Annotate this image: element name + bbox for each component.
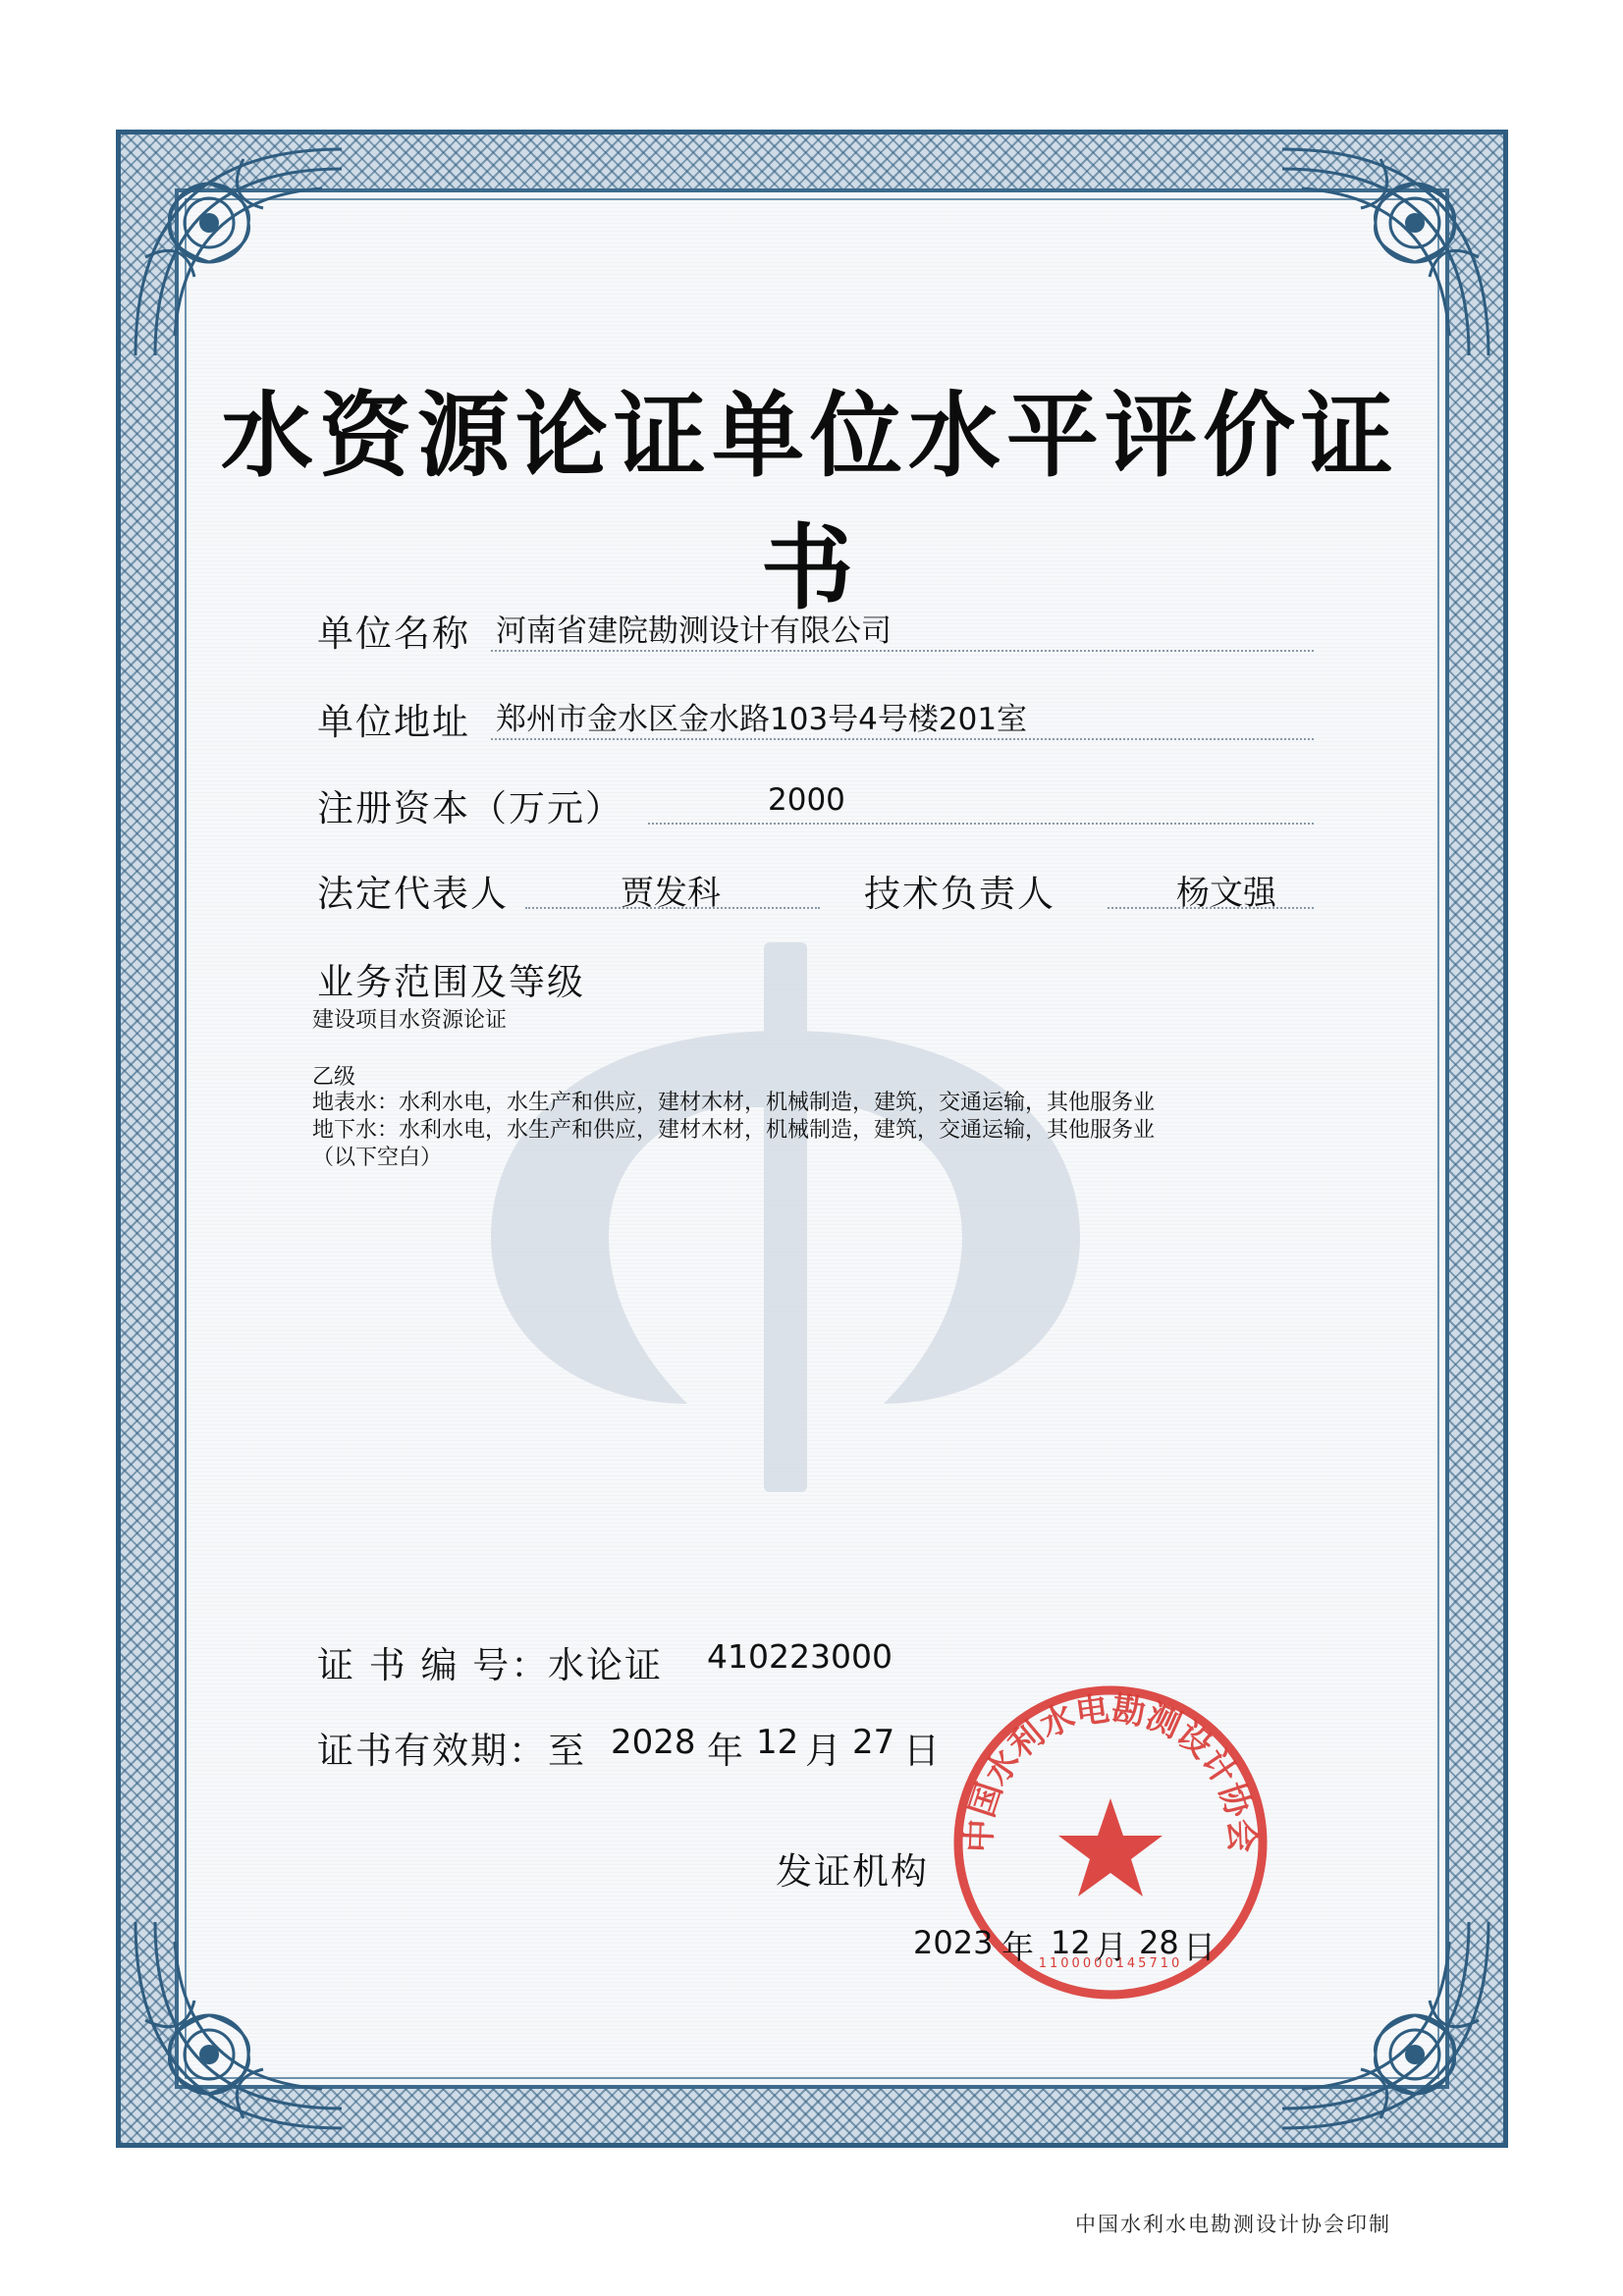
legal-rep-label: 法定代表人 [317,873,509,915]
printer-note: 中国水利水电勘测设计协会印制 [1075,2213,1391,2236]
tech-lead-value: 杨文强 [1176,874,1276,913]
validity-day-unit: 日 [903,1730,942,1772]
validity-year-unit: 年 [707,1730,745,1772]
address-value: 郑州市金水区金水路103号4号楼201室 [496,702,1028,737]
validity-label: 证书有效期： [317,1730,547,1772]
issuer-label: 发证机构 [776,1850,929,1893]
unit-name-value: 河南省建院勘测设计有限公司 [496,614,892,649]
scope-ground-water: 地下水：水利水电，水生产和供应，建材木材，机械制造，建筑，交通运输，其他服务业 [312,1118,1156,1143]
scope-label: 业务范围及等级 [317,961,585,1003]
issue-year-unit: 年 [1001,1928,1036,1966]
unit-name-underline [491,650,1314,652]
corner-ornament-icon [126,139,352,365]
validity-month-unit: 月 [805,1730,843,1772]
capital-value: 2000 [768,782,845,818]
scope-item: 建设项目水资源论证 [312,1008,508,1033]
address-underline [491,738,1314,740]
validity-to: 至 [548,1730,586,1772]
scope-blank-note: （以下空白） [312,1146,443,1170]
unit-name-label: 单位名称 [317,613,470,655]
validity-month: 12 [756,1723,799,1762]
corner-ornament-icon [126,1912,352,2138]
svg-text:1100000145710: 1100000145710 [1038,1956,1183,1971]
corner-ornament-icon [1272,1912,1498,2138]
issue-day-unit: 日 [1183,1928,1217,1966]
scope-grade: 乙级 [312,1065,356,1090]
cert-number-label: 证 书 编 号： [317,1644,550,1686]
scope-surface-water: 地表水：水利水电，水生产和供应，建材木材，机械制造，建筑，交通运输，其他服务业 [312,1091,1156,1115]
tech-lead-underline [1108,907,1314,909]
cert-number-value: 410223000 [707,1637,893,1676]
cert-number-prefix: 水论证 [548,1644,663,1686]
certificate-title: 水资源论证单位水平评价证书 [220,383,1399,622]
address-label: 单位地址 [317,701,470,743]
tech-lead-label: 技术负责人 [864,873,1055,915]
issue-month-unit: 月 [1095,1928,1129,1966]
legal-rep-value: 贾发科 [621,874,721,913]
capital-underline [648,823,1314,825]
issue-year: 2023 [913,1924,994,1961]
issue-month: 12 [1051,1924,1091,1961]
validity-year: 2028 [611,1723,696,1762]
capital-label: 注册资本（万元） [317,787,623,829]
svg-text:中国水利水电勘测设计协会: 中国水利水电勘测设计协会 [959,1689,1262,1853]
legal-rep-underline [525,907,820,909]
corner-ornament-icon [1272,139,1498,365]
association-emblem-watermark-icon [471,942,1100,1492]
validity-day: 27 [852,1723,895,1762]
issue-day: 28 [1139,1924,1179,1961]
